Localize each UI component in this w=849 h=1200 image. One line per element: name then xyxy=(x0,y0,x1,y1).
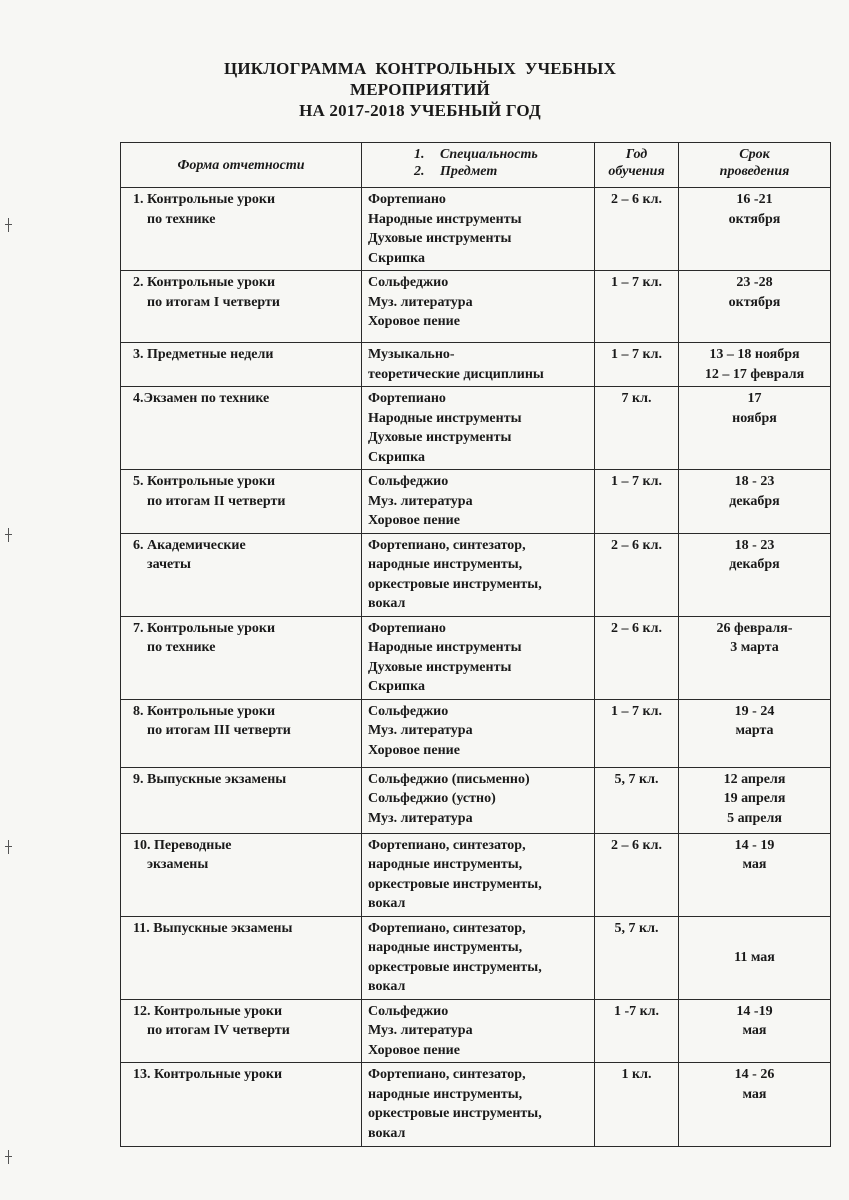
subject-line: Фортепиано xyxy=(368,620,446,636)
table-header-row xyxy=(121,143,831,188)
subject-line: Сольфеджио xyxy=(368,275,449,290)
date-line: 18 - 23 xyxy=(734,537,775,553)
subject-line: Сольфеджио xyxy=(368,1003,449,1019)
subject-line: Духовые инструменты xyxy=(368,430,512,445)
date-line: 12 апреля xyxy=(723,771,786,787)
date-cell xyxy=(679,470,831,534)
title-line-3: НА 2017-2018 УЧЕБНЫЙ ГОД xyxy=(299,101,541,120)
subject-line: Хоровое пение xyxy=(368,314,460,329)
table-row xyxy=(121,833,831,916)
year-value: 5, 7 кл. xyxy=(614,771,659,787)
document-title xyxy=(120,58,720,121)
subject-line: Сольфеджио (письменно) xyxy=(368,771,530,787)
year-value: 1 – 7 кл. xyxy=(611,703,662,719)
form-line: 8. Контрольные уроки xyxy=(133,703,276,719)
date-cell xyxy=(679,767,831,833)
subject-line: Муз. литература xyxy=(368,810,473,826)
year-cell xyxy=(595,833,679,916)
year-value: 2 – 6 кл. xyxy=(611,837,662,853)
subject-cell xyxy=(362,699,595,767)
form-line: 3. Предметные недели xyxy=(133,347,274,362)
year-cell xyxy=(595,916,679,999)
subject-line: Народные инструменты xyxy=(368,211,522,227)
subject-line: вокал xyxy=(368,979,406,994)
date-line: 14 - 19 xyxy=(734,837,775,853)
subject-line: Муз. литература xyxy=(368,1023,473,1038)
year-cell xyxy=(595,616,679,699)
subject-line: Скрипка xyxy=(368,679,425,694)
subject-line: Духовые инструменты xyxy=(368,659,512,675)
header-subject-line-2: Предмет xyxy=(440,164,498,179)
year-cell xyxy=(595,188,679,271)
date-cell xyxy=(679,833,831,916)
form-cell xyxy=(121,387,362,470)
date-line: 26 февраля- xyxy=(716,620,793,636)
year-value: 1 кл. xyxy=(621,1067,652,1082)
year-cell xyxy=(595,1063,679,1147)
subject-line: вокал xyxy=(368,1125,406,1141)
form-cell xyxy=(121,470,362,534)
form-line: 6. Академические xyxy=(133,537,246,553)
date-line: 19 апреля xyxy=(723,791,786,806)
subject-line: Фортепиано xyxy=(368,391,446,406)
form-line: 5. Контрольные уроки xyxy=(133,474,276,489)
subject-line: вокал xyxy=(368,596,406,611)
date-cell xyxy=(679,616,831,699)
date-line: ноября xyxy=(732,410,777,426)
date-cell xyxy=(679,188,831,271)
subject-line: Муз. литература xyxy=(368,493,473,509)
date-line: мая xyxy=(742,1086,767,1102)
year-value: 5, 7 кл. xyxy=(614,920,659,936)
title-line-2: МЕРОПРИЯТИЙ xyxy=(350,80,490,99)
date-line: 11 мая xyxy=(734,949,775,965)
table-row xyxy=(121,343,831,387)
form-cell xyxy=(121,916,362,999)
form-line: 4.Экзамен по технике xyxy=(133,391,270,406)
date-line: 14 - 26 xyxy=(734,1067,775,1082)
date-line: 16 -21 xyxy=(736,192,773,207)
form-line: по технике xyxy=(147,211,216,227)
subject-line: Музыкально- xyxy=(368,347,455,362)
subject-cell xyxy=(362,616,595,699)
subject-line: Фортепиано, синтезатор, xyxy=(368,920,526,936)
subject-cell xyxy=(362,188,595,271)
form-line: 9. Выпускные экзамены xyxy=(133,771,287,787)
table-row xyxy=(121,188,831,271)
year-value: 1 – 7 кл. xyxy=(611,474,662,489)
table-row xyxy=(121,916,831,999)
form-cell xyxy=(121,999,362,1063)
date-cell xyxy=(679,1063,831,1147)
form-line: по итогам IV четверти xyxy=(147,1023,290,1038)
date-line: декабря xyxy=(729,493,780,509)
form-line: 2. Контрольные уроки xyxy=(133,275,276,290)
subject-line: Хоровое пение xyxy=(368,742,460,758)
date-line: 18 - 23 xyxy=(734,474,775,489)
header-subject-num-2: 2. xyxy=(414,164,425,179)
header-subject-line-1: Специальность xyxy=(440,147,538,162)
header-subject-num-1: 1. xyxy=(414,147,425,162)
subject-cell xyxy=(362,271,595,343)
date-line: марта xyxy=(735,723,774,738)
date-cell xyxy=(679,699,831,767)
subject-line: Сольфеджио xyxy=(368,474,449,489)
subject-cell xyxy=(362,1063,595,1147)
year-cell xyxy=(595,271,679,343)
table-row xyxy=(121,470,831,534)
subject-line: народные инструменты, xyxy=(368,1086,523,1102)
header-year xyxy=(595,143,679,188)
header-form: Форма отчетности xyxy=(121,143,362,188)
table-row xyxy=(121,999,831,1063)
subject-cell xyxy=(362,533,595,616)
subject-line: Муз. литература xyxy=(368,723,473,738)
form-line: 7. Контрольные уроки xyxy=(133,620,276,636)
year-value: 1 -7 кл. xyxy=(613,1003,660,1019)
date-line: 3 марта xyxy=(730,640,779,655)
form-line: по итогам II четверти xyxy=(147,493,286,509)
date-cell xyxy=(679,533,831,616)
margin-tick-mark xyxy=(4,528,14,542)
date-line: мая xyxy=(742,1023,767,1038)
form-line: по итогам I четверти xyxy=(147,294,280,310)
subject-line: Скрипка xyxy=(368,250,425,266)
subject-line: Фортепиано, синтезатор, xyxy=(368,837,526,853)
year-cell xyxy=(595,699,679,767)
subject-cell xyxy=(362,999,595,1063)
header-date xyxy=(679,143,831,188)
date-line: 5 апреля xyxy=(727,810,782,826)
header-subject xyxy=(362,143,595,188)
date-cell xyxy=(679,271,831,343)
subject-line: народные инструменты, xyxy=(368,557,523,572)
year-cell xyxy=(595,387,679,470)
subject-line: Народные инструменты xyxy=(368,410,522,426)
date-cell xyxy=(679,387,831,470)
subject-line: теоретические дисциплины xyxy=(368,366,544,382)
form-cell xyxy=(121,343,362,387)
table-row xyxy=(121,616,831,699)
margin-tick-mark xyxy=(4,1150,14,1164)
schedule-table xyxy=(120,142,831,1147)
year-value: 2 – 6 кл. xyxy=(611,620,662,636)
subject-line: Духовые инструменты xyxy=(368,231,512,246)
subject-line: оркестровые инструменты, xyxy=(368,576,542,592)
year-value: 1 – 7 кл. xyxy=(611,275,662,290)
year-value: 1 – 7 кл. xyxy=(611,347,662,362)
title-line-1: ЦИКЛОГРАММА КОНТРОЛЬНЫХ УЧЕБНЫХ xyxy=(223,59,617,78)
form-line: зачеты xyxy=(147,557,191,572)
date-line: 14 -19 xyxy=(736,1003,773,1019)
form-line: 12. Контрольные уроки xyxy=(133,1003,283,1019)
form-cell xyxy=(121,1063,362,1147)
date-line: 13 – 18 ноября xyxy=(709,347,800,362)
form-cell xyxy=(121,767,362,833)
date-line: 12 – 17 февраля xyxy=(704,366,805,382)
subject-line: вокал xyxy=(368,896,406,911)
form-cell xyxy=(121,833,362,916)
header-year-line-2: обучения xyxy=(608,164,665,179)
year-value: 2 – 6 кл. xyxy=(611,537,662,553)
year-cell xyxy=(595,343,679,387)
table-row xyxy=(121,699,831,767)
form-line: 13. Контрольные уроки xyxy=(133,1067,283,1082)
date-line: 17 xyxy=(747,391,762,406)
header-date-line-2: проведения xyxy=(719,164,790,179)
margin-tick-mark xyxy=(4,218,14,232)
margin-tick-mark xyxy=(4,840,14,854)
subject-line: оркестровые инструменты, xyxy=(368,876,542,892)
header-year-line-1: Год xyxy=(625,147,648,162)
subject-line: Фортепиано xyxy=(368,192,446,207)
subject-line: Муз. литература xyxy=(368,294,473,310)
subject-line: оркестровые инструменты, xyxy=(368,1106,542,1121)
year-value: 7 кл. xyxy=(621,391,652,406)
year-cell xyxy=(595,999,679,1063)
subject-line: Скрипка xyxy=(368,449,425,465)
date-line: 23 -28 xyxy=(736,275,773,290)
table-row xyxy=(121,271,831,343)
form-cell xyxy=(121,699,362,767)
year-cell xyxy=(595,470,679,534)
date-line: мая xyxy=(742,857,767,872)
form-line: 10. Переводные xyxy=(133,837,232,853)
year-value: 2 – 6 кл. xyxy=(611,192,662,207)
subject-cell xyxy=(362,916,595,999)
form-line: 11. Выпускные экзамены xyxy=(133,920,293,936)
subject-cell xyxy=(362,833,595,916)
subject-line: народные инструменты, xyxy=(368,940,523,955)
form-line: 1. Контрольные уроки xyxy=(133,192,276,207)
subject-line: Сольфеджио xyxy=(368,703,449,719)
date-cell xyxy=(679,999,831,1063)
year-cell xyxy=(595,767,679,833)
date-line: декабря xyxy=(729,557,780,572)
subject-line: Фортепиано, синтезатор, xyxy=(368,1067,526,1082)
table-row xyxy=(121,533,831,616)
subject-cell xyxy=(362,470,595,534)
table-row xyxy=(121,767,831,833)
form-line: по технике xyxy=(147,640,216,655)
year-cell xyxy=(595,533,679,616)
table-row xyxy=(121,1063,831,1147)
subject-line: оркестровые инструменты, xyxy=(368,959,542,975)
date-line: 19 - 24 xyxy=(734,703,775,719)
subject-line: народные инструменты, xyxy=(368,857,523,872)
date-line: октября xyxy=(728,211,781,227)
subject-line: Хоровое пение xyxy=(368,1042,460,1058)
date-cell xyxy=(679,343,831,387)
date-cell xyxy=(679,916,831,999)
subject-cell xyxy=(362,343,595,387)
subject-line: Фортепиано, синтезатор, xyxy=(368,537,526,553)
form-cell xyxy=(121,188,362,271)
date-line: октября xyxy=(728,294,781,310)
form-line: экзамены xyxy=(147,857,209,872)
subject-cell xyxy=(362,387,595,470)
subject-cell xyxy=(362,767,595,833)
table-row xyxy=(121,387,831,470)
header-date-line-1: Срок xyxy=(739,147,770,162)
subject-line: Сольфеджио (устно) xyxy=(368,791,496,806)
form-line: по итогам III четверти xyxy=(147,723,291,738)
form-cell xyxy=(121,533,362,616)
subject-line: Народные инструменты xyxy=(368,640,522,655)
subject-line: Хоровое пение xyxy=(368,513,460,528)
form-cell xyxy=(121,271,362,343)
form-cell xyxy=(121,616,362,699)
